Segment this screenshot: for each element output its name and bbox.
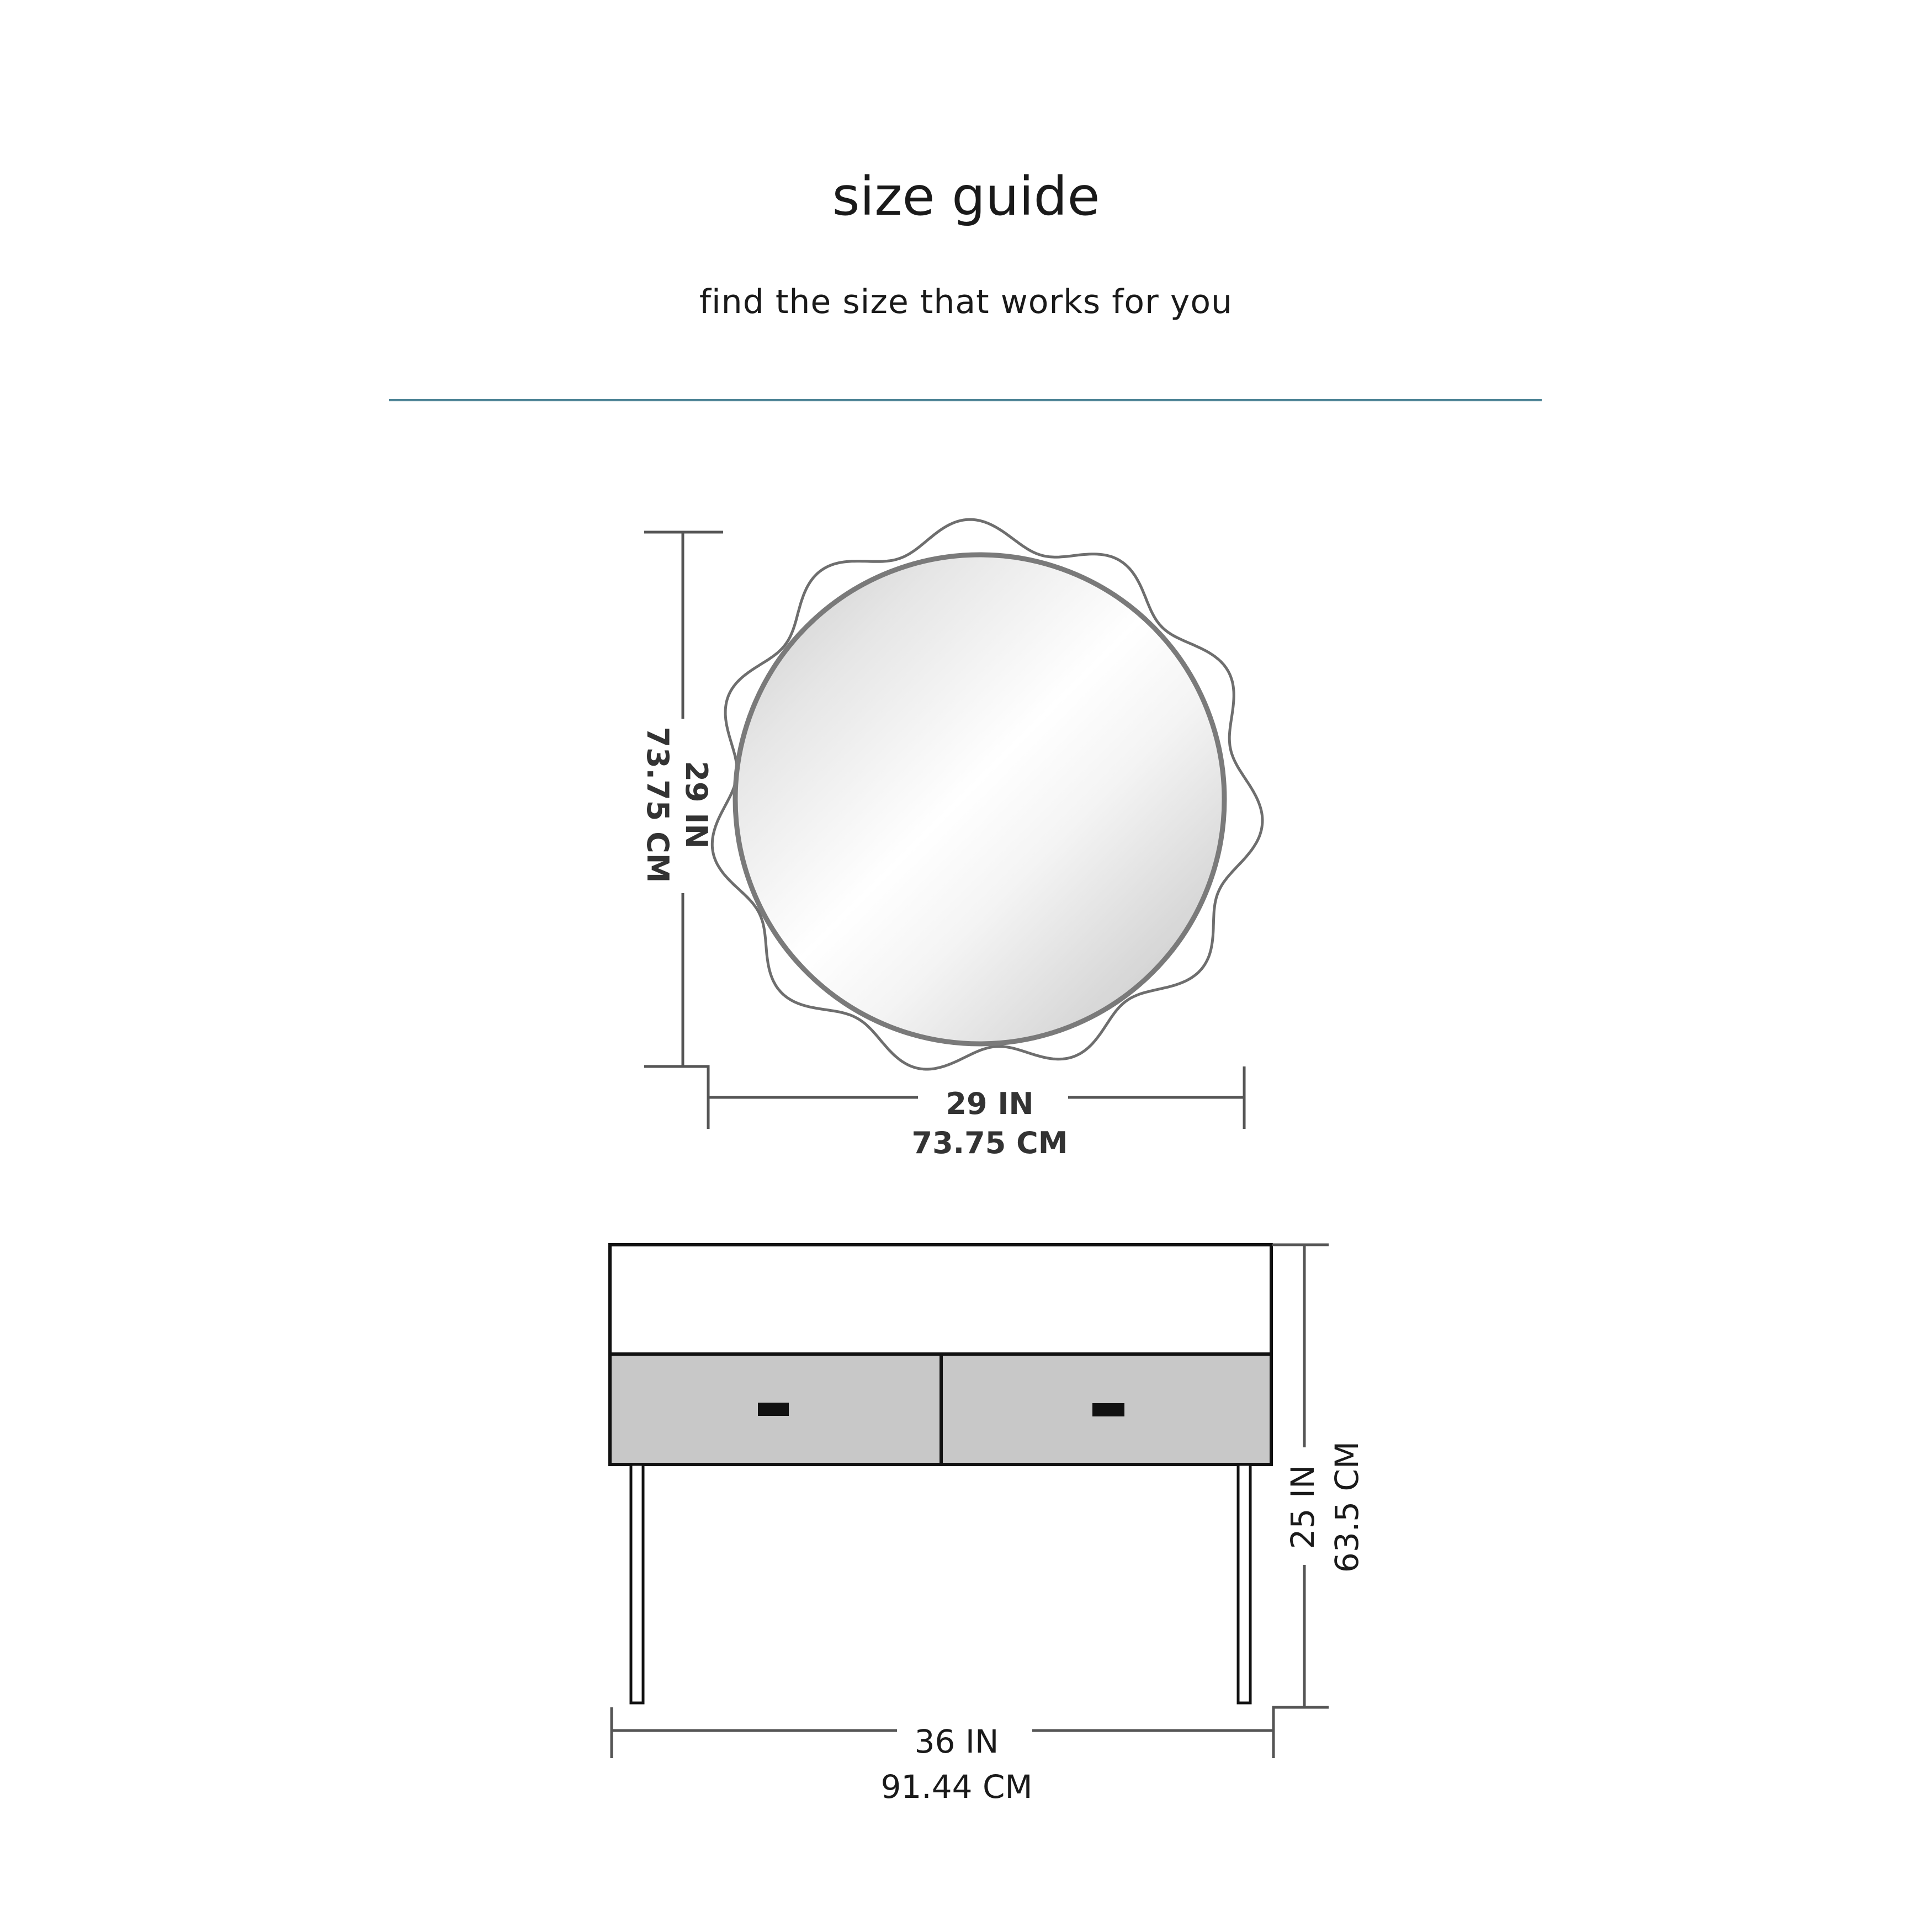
- mirror-illustration: [712, 519, 1262, 1069]
- mirror-height-cm: 73.75 CM: [640, 726, 675, 883]
- drawer-handle-right: [1092, 1403, 1124, 1416]
- mirror-glass: [735, 555, 1224, 1044]
- console-height-in: 25 IN: [1284, 1464, 1321, 1549]
- mirror-width-in: 29 IN: [946, 1086, 1034, 1121]
- console-table-illustration: [610, 1245, 1271, 1703]
- drawer-handle-left: [758, 1403, 789, 1416]
- mirror-width-cm: 73.75 CM: [911, 1126, 1068, 1160]
- console-top-panel: [610, 1245, 1271, 1354]
- page-subtitle: find the size that works for you: [699, 283, 1233, 321]
- console-width-cm: 91.44 CM: [880, 1768, 1033, 1806]
- console-width-in: 36 IN: [914, 1723, 999, 1760]
- mirror-height-in: 29 IN: [679, 761, 714, 849]
- console-leg-left: [631, 1464, 643, 1703]
- page-title: size guide: [832, 166, 1100, 227]
- console-height-cm: 63.5 CM: [1328, 1441, 1366, 1573]
- console-leg-right: [1238, 1464, 1250, 1703]
